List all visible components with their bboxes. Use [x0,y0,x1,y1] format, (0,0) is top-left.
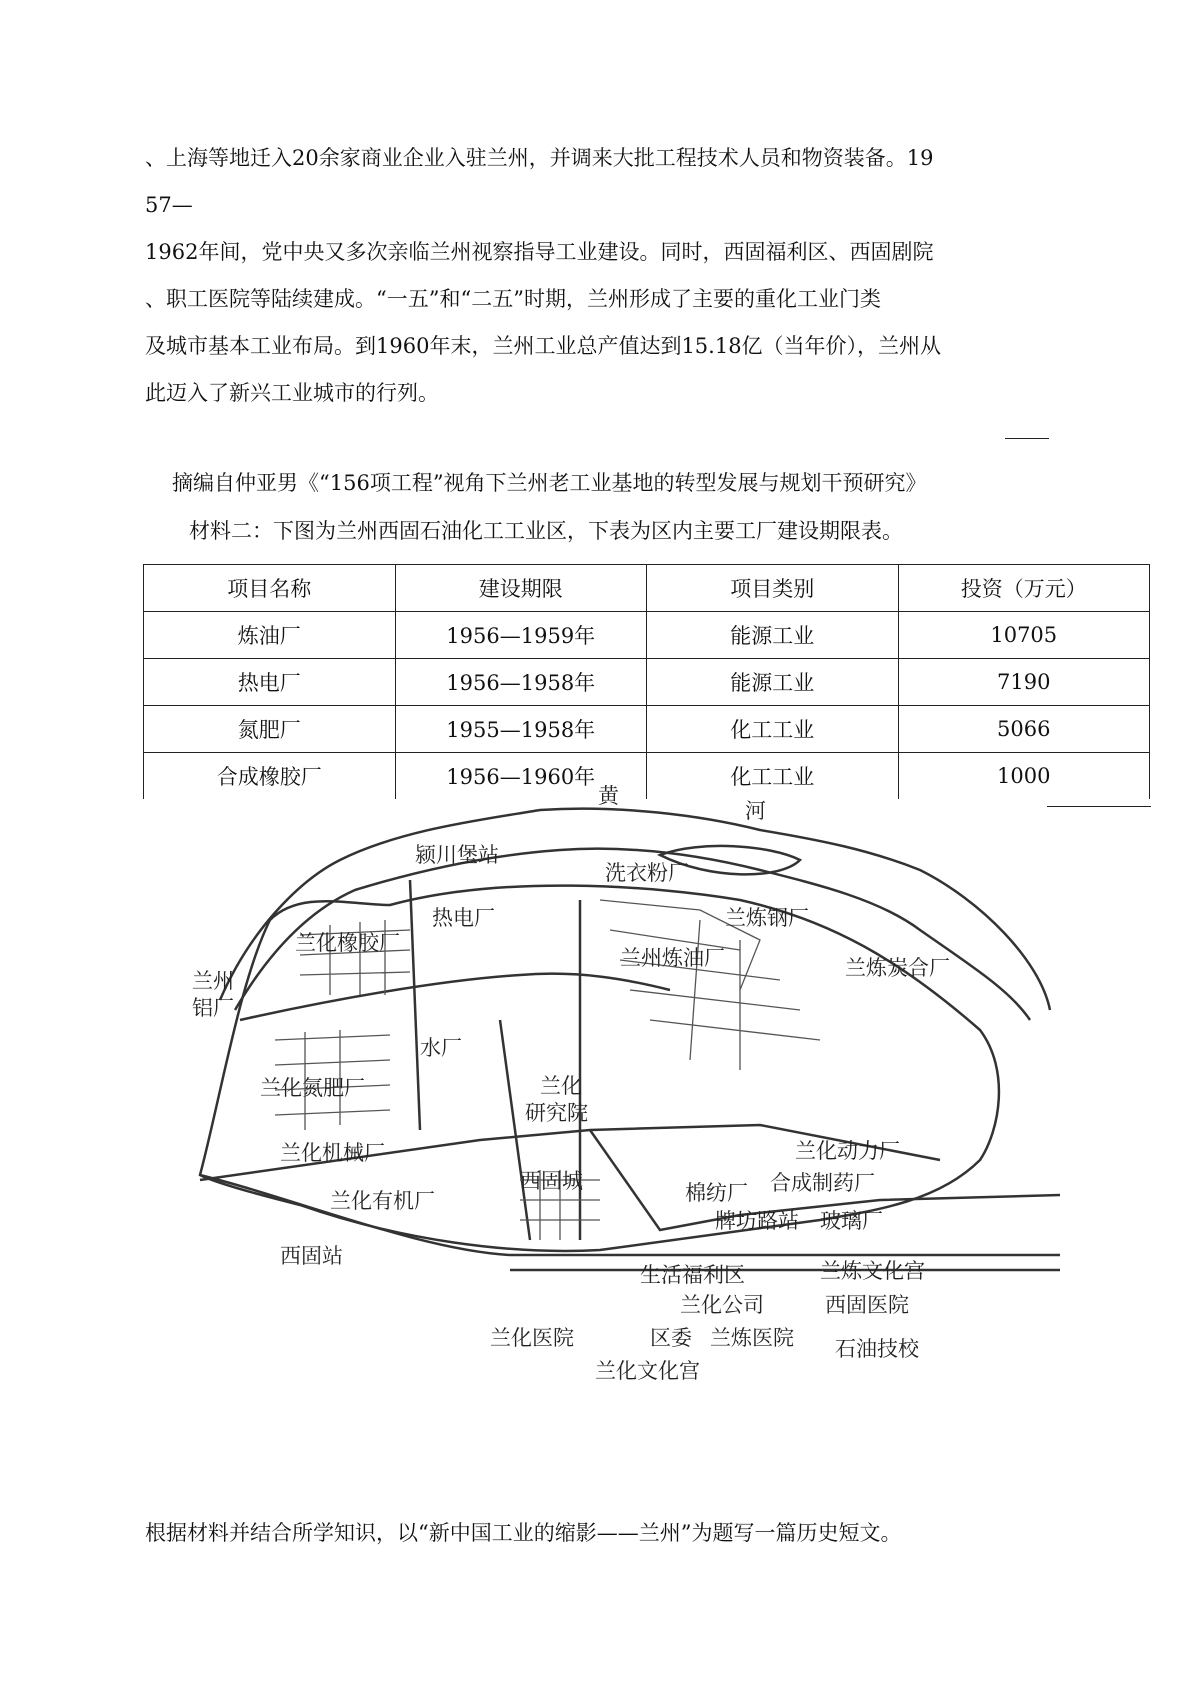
table-cell: 1955—1958年 [395,706,647,753]
passage-line: 此迈入了新兴工业城市的行列。 [145,381,439,405]
table-header: 项目名称 [144,565,396,612]
table-cell: 5066 [898,706,1150,753]
table-cell: 化工工业 [647,753,899,800]
source-dash [1005,438,1049,439]
map-label-lanhua-rubber: 兰化橡胶厂 [295,931,400,955]
map-label-paifang-station: 牌坊路站 [715,1209,799,1233]
table-cell: 合成橡胶厂 [144,753,396,800]
map-label-lanlian-culture: 兰炼文化宫 [820,1259,925,1283]
map-label-research-institute: 研究院 [525,1101,588,1125]
passage-line: 1962年间，党中央又多次亲临兰州视察指导工业建设。同时，西固福利区、西固剧院 [145,240,934,264]
project-table [143,564,1150,799]
table-row [144,753,1150,800]
table-cell: 能源工业 [647,659,899,706]
table-cell: 10705 [898,612,1150,659]
map-label-lanlian-hospital: 兰炼医院 [710,1326,794,1350]
map-label-lanhua-power: 兰化动力厂 [795,1139,900,1163]
table-cell: 热电厂 [144,659,396,706]
table-header-row [144,565,1150,612]
map-label-yingchuanbao-station: 颍川堡站 [415,843,499,867]
table-header: 建设期限 [395,565,647,612]
map-label-lanhua-hospital: 兰化医院 [490,1326,574,1350]
passage-line: 及城市基本工业布局。到1960年末，兰州工业总产值达到15.18亿（当年价），兰州从 [145,334,942,358]
table-bottom-line [1047,806,1151,807]
map-label-water-plant: 水厂 [420,1036,462,1060]
map-label-xigu-city: 西固城 [520,1169,583,1193]
map-label-cotton-mill: 棉纺厂 [685,1181,748,1205]
map-label-lanhua-machinery: 兰化机械厂 [280,1141,385,1165]
main-road [500,1020,530,1240]
table-cell: 炼油厂 [144,612,396,659]
table-cell: 能源工业 [647,612,899,659]
table-cell: 化工工业 [647,706,899,753]
passage-paragraph [145,135,941,417]
map-label-xigu-station: 西固站 [280,1244,343,1268]
map-label-synthetic-pharma: 合成制药厂 [770,1171,875,1195]
passage-line: 、职工医院等陆续建成。“一五”和“二五”时期，兰州形成了主要的重化工业门类 [145,287,881,311]
map-label-huang: 黄 [598,784,619,808]
table-cell: 1956—1958年 [395,659,647,706]
table-header: 项目类别 [647,565,899,612]
main-road [410,880,420,1130]
passage-line: 、上海等地迁入20余家商业企业入驻兰州，并调来大批工程技术人员和物资装备。19 [145,146,934,170]
map-label-lanhua-nitrogen: 兰化氮肥厂 [260,1076,365,1100]
table-cell: 氮肥厂 [144,706,396,753]
passage-line: 57— [145,193,193,217]
question-prompt: 根据材料并结合所学知识，以“新中国工业的缩影——兰州”为题写一篇历史短文。 [145,1521,902,1545]
map-label-glass-factory: 玻璃厂 [820,1209,883,1233]
map-label-district-committee: 区委 [650,1326,692,1350]
map-label-he: 河 [745,799,766,823]
map-label-lanzhou-oil-refinery: 兰州炼油厂 [620,946,725,970]
table-cell: 1956—1960年 [395,753,647,800]
map-label-lanhua-culture: 兰化文化宫 [595,1359,700,1383]
map-label-lanlian-carbon: 兰炼炭合厂 [845,956,950,980]
map-label-welfare-district: 生活福利区 [640,1263,745,1287]
map-label-aluminum: 铝厂 [192,996,234,1020]
material2-intro: 材料二：下图为兰州西固石油化工工业区，下表为区内主要工厂建设期限表。 [189,519,903,543]
source-citation: 摘编自仲亚男《“156项工程”视角下兰州老工业基地的转型发展与规划干预研究》 [172,471,927,495]
table-header: 投资（万元） [898,565,1150,612]
main-road [240,974,670,1020]
table-row [144,612,1150,659]
table-cell: 1956—1959年 [395,612,647,659]
map-label-lanzhou: 兰州 [192,969,234,993]
xigu-industrial-map [180,784,1060,1500]
table-cell: 1000 [898,753,1150,800]
table-row [144,659,1150,706]
map-label-lanhua-company: 兰化公司 [680,1293,764,1317]
map-label-laundry-factory: 洗衣粉厂 [605,861,689,885]
map-label-oil-school: 石油技校 [835,1337,919,1361]
map-label-lanhua: 兰化 [540,1074,582,1098]
map-label-lanhua-organic: 兰化有机厂 [330,1189,435,1213]
map-label-lanlian-steel: 兰炼钢厂 [725,906,809,930]
table-cell: 7190 [898,659,1150,706]
table-row [144,706,1150,753]
map-label-thermal-plant: 热电厂 [432,906,495,930]
map-label-xigu-hospital: 西固医院 [825,1293,909,1317]
